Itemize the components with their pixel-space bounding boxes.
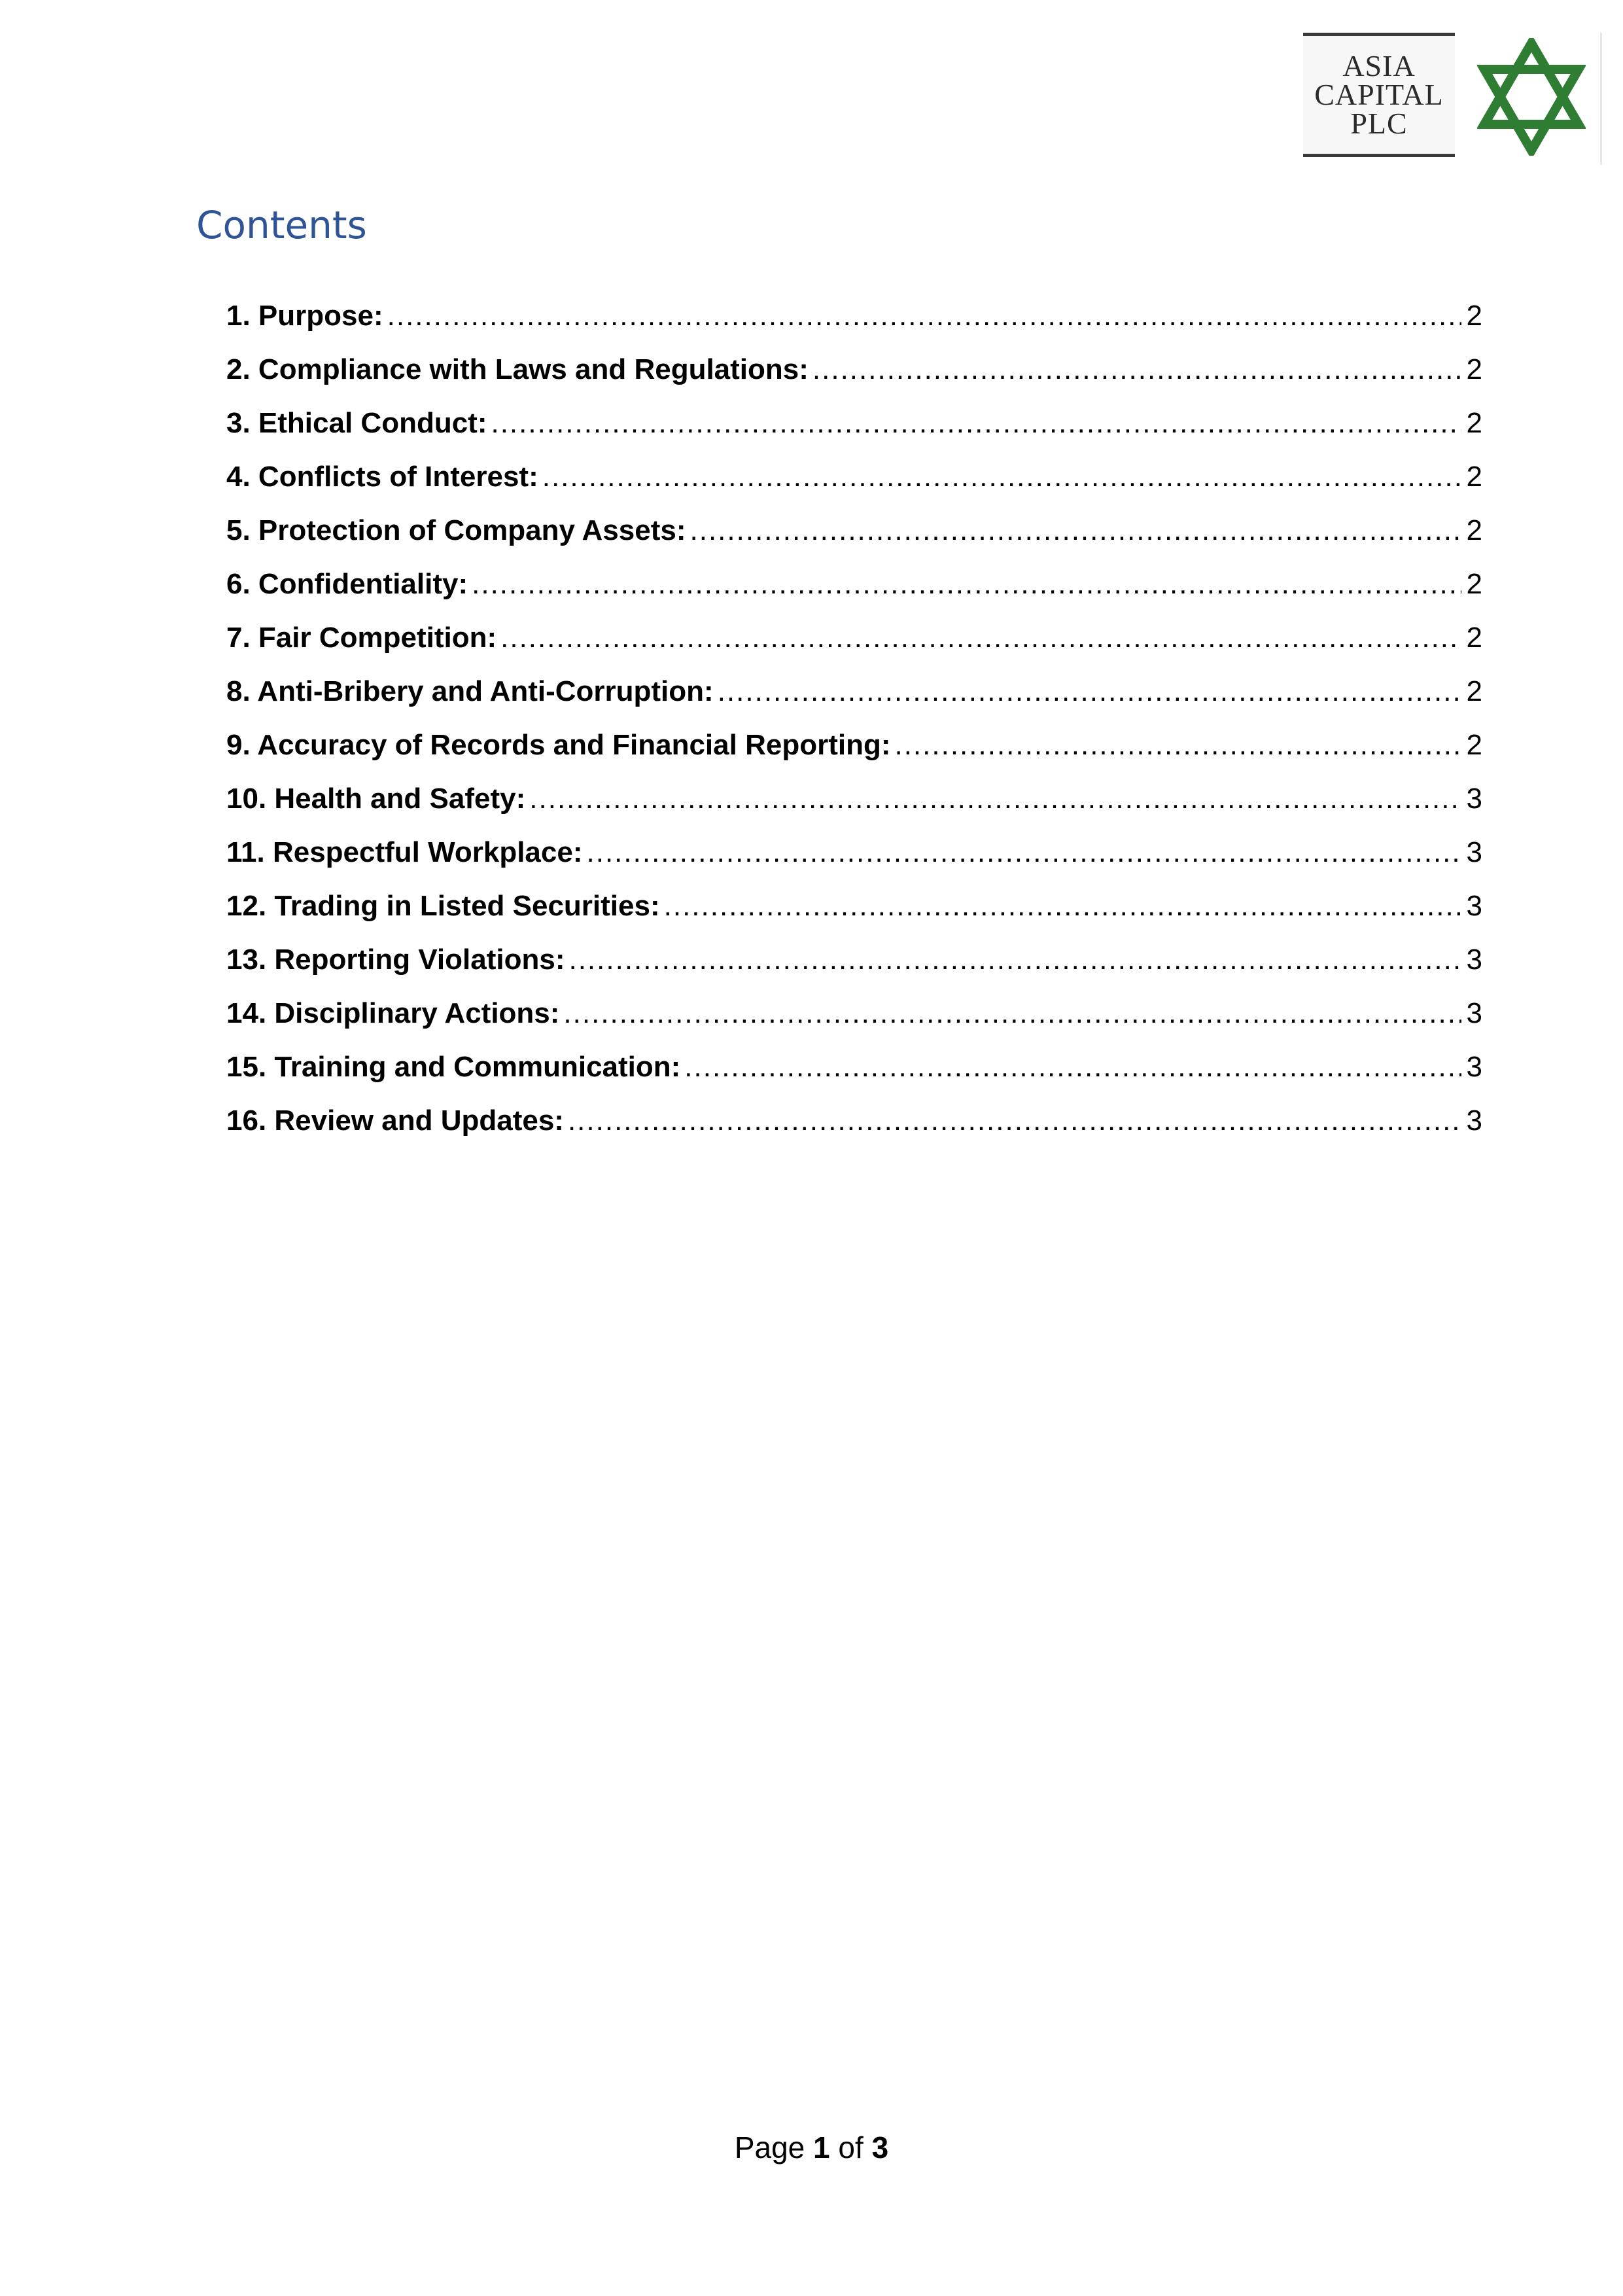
toc-entry[interactable] [226,1040,1482,1094]
toc-dot-leader [387,289,1461,343]
footer-current-page: 1 [813,2130,830,2164]
toc-dot-leader [491,397,1461,450]
toc-entry-label: 10. Health and Safety: [226,783,526,815]
toc-entry[interactable] [226,450,1482,504]
toc-entry[interactable] [226,933,1482,987]
toc-dot-leader [472,557,1461,611]
logo-line-2: CAPITAL [1314,78,1444,111]
toc-entry[interactable] [226,557,1482,611]
toc-entry-label: 5. Protection of Company Assets: [226,514,686,546]
footer-of: of [838,2130,864,2164]
contents-heading: Contents [196,203,367,247]
toc-page-number: 2 [1466,729,1482,761]
toc-dot-leader [587,826,1461,879]
logo-border-edge [1600,33,1602,165]
toc-entry-label: 16. Review and Updates: [226,1104,564,1137]
logo-wordmark [1303,33,1455,157]
toc-entry-label: 6. Confidentiality: [226,568,468,600]
toc-page-number: 2 [1466,407,1482,439]
toc-dot-leader [718,665,1461,718]
toc-entry[interactable] [226,772,1482,826]
toc-page-number: 2 [1466,568,1482,600]
toc-page-number: 3 [1466,944,1482,976]
toc-entry[interactable] [226,879,1482,933]
footer-page-prefix: Page [734,2130,805,2164]
toc-entry-label: 15. Training and Communication: [226,1051,681,1083]
toc-page-number: 2 [1466,622,1482,654]
toc-dot-leader [894,718,1461,772]
toc-dot-leader [684,1040,1461,1094]
toc-page-number: 2 [1466,461,1482,493]
toc-entry-label: 1. Purpose: [226,300,383,332]
toc-entry-label: 13. Reporting Violations: [226,944,565,976]
footer-total-pages: 3 [871,2130,889,2164]
toc-entry[interactable] [226,397,1482,450]
toc-dot-leader [812,343,1461,397]
company-logo [1302,33,1603,164]
green-star-of-david-icon [1477,38,1586,156]
toc-entry-label: 4. Conflicts of Interest: [226,461,538,493]
toc-entry[interactable] [226,504,1482,557]
toc-entry-label: 9. Accuracy of Records and Financial Reporting: [226,729,891,761]
toc-dot-leader [563,987,1461,1040]
toc-entry[interactable] [226,343,1482,397]
toc-entry-label: 14. Disciplinary Actions: [226,997,560,1029]
toc-dot-leader [568,1094,1461,1148]
table-of-contents [226,289,1482,1148]
toc-entry-label: 8. Anti-Bribery and Anti-Corruption: [226,675,714,707]
toc-entry-label: 12. Trading in Listed Securities: [226,890,660,922]
toc-page-number: 2 [1466,353,1482,385]
toc-entry[interactable] [226,665,1482,718]
toc-dot-leader [664,879,1461,933]
toc-page-number: 3 [1466,997,1482,1029]
toc-entry[interactable] [226,1094,1482,1148]
toc-page-number: 3 [1466,1104,1482,1137]
toc-page-number: 3 [1466,836,1482,868]
page-footer [0,2128,1623,2167]
toc-entry-label: 7. Fair Competition: [226,622,497,654]
toc-entry[interactable] [226,718,1482,772]
toc-entry[interactable] [226,987,1482,1040]
toc-page-number: 2 [1466,514,1482,546]
toc-entry[interactable] [226,289,1482,343]
toc-entry-label: 2. Compliance with Laws and Regulations: [226,353,809,385]
toc-entry-label: 11. Respectful Workplace: [226,836,583,868]
logo-line-1: ASIA [1342,49,1416,82]
logo-line-3: PLC [1350,107,1408,140]
toc-dot-leader [542,450,1461,504]
toc-dot-leader [500,611,1461,665]
toc-dot-leader [568,933,1461,987]
toc-page-number: 2 [1466,300,1482,332]
toc-page-number: 3 [1466,1051,1482,1083]
toc-entry[interactable] [226,826,1482,879]
toc-dot-leader [690,504,1461,557]
toc-entry[interactable] [226,611,1482,665]
toc-page-number: 2 [1466,675,1482,707]
toc-entry-label: 3. Ethical Conduct: [226,407,487,439]
toc-page-number: 3 [1466,783,1482,815]
toc-dot-leader [529,772,1461,826]
toc-page-number: 3 [1466,890,1482,922]
